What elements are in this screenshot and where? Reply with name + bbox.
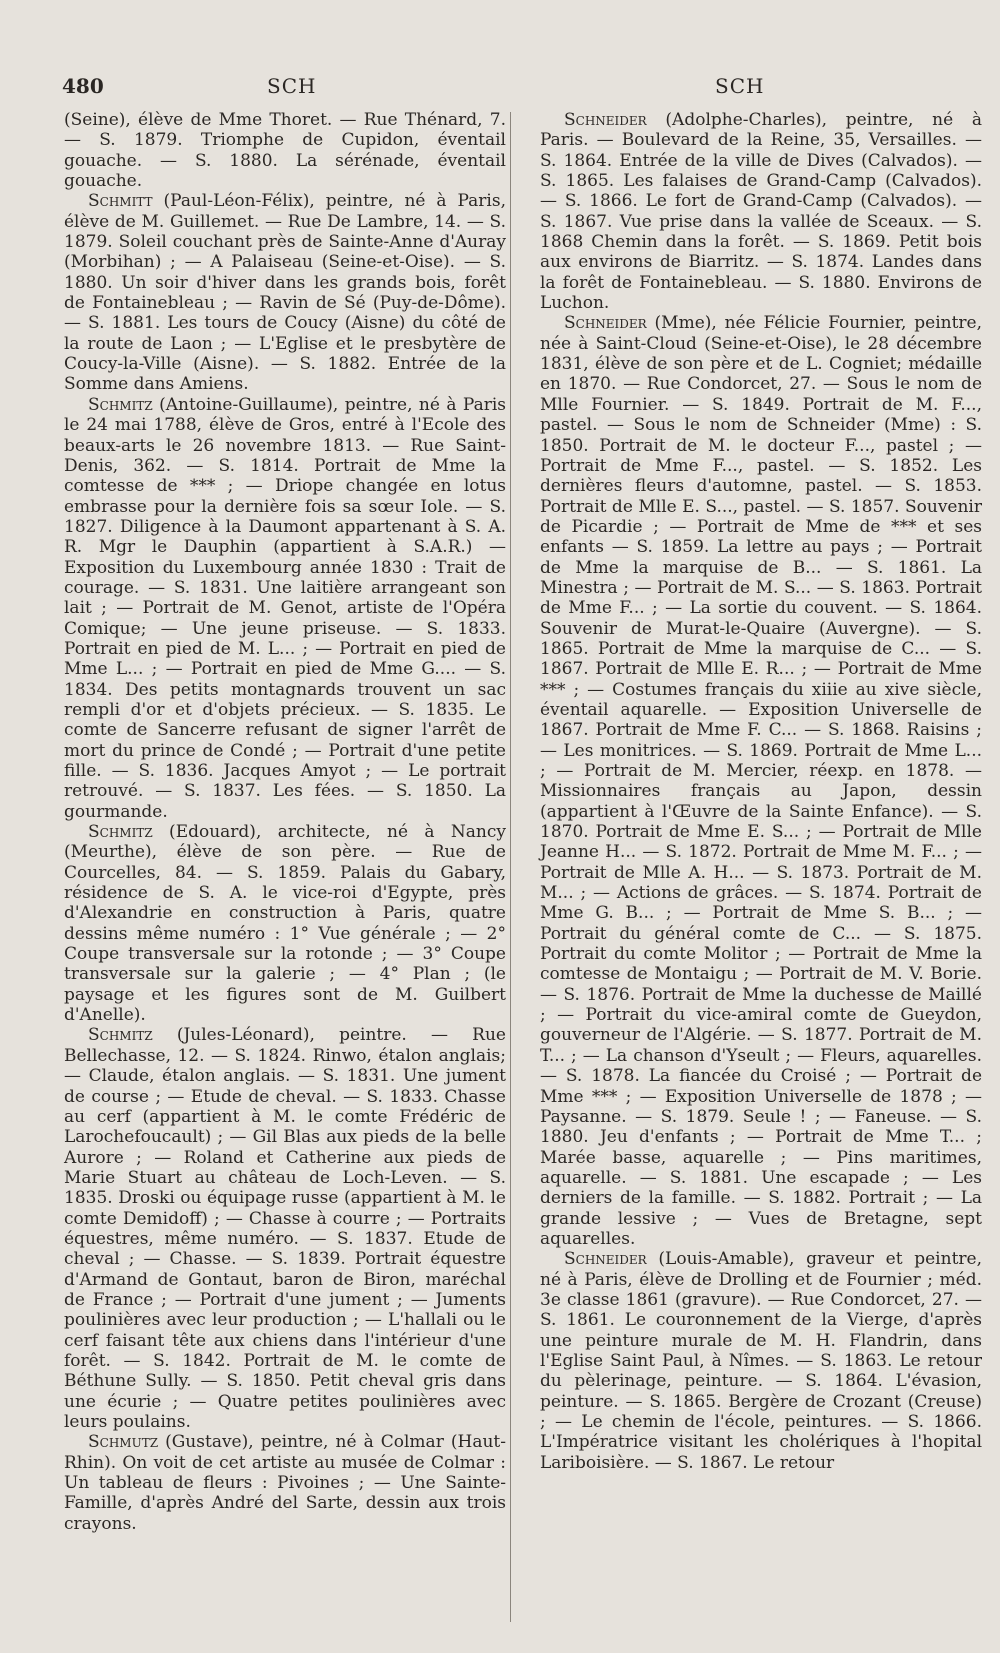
entry — [540, 313, 982, 1249]
entry-text: (Jules-Léonard), peintre. — Rue Bellechasse, 12. — S. 1824. Rinwo, étalon anglais; — Claude, étalon anglais. — S. 1831. Une jument de course ; — Etude de cheval. — S. 1833. Chasse au cerf (appartient à M. le comte Frédéric de Larochefoucault) ; — Gil Blas aux pieds de la belle Aurore ; — Roland et Catherine aux pieds de Marie Stuart au château de Loch-Leven. — S. 1835. Droski ou équipage russe (appartient à M. le comte Demidoff) ; — Chasse à courre ; — Portraits équestres, même numéro. — S. 1837. Etude de cheval ; — Chasse. — S. 1839. Portrait équestre d'Armand de Gontaut, baron de Biron, maréchal de France ; — Portrait d'une jument ; — Juments poulinières avec leur production ; — L'hallali ou le cerf faisant tête aux chiens dans l'intérieur d'une forêt. — S. 1842. Portrait de M. le comte de Béthune Sully. — S. 1850. Petit cheval gris dans une écurie ; — Quatre petites poulinières avec leurs poulains. — [64, 1025, 506, 1432]
entry — [64, 1432, 506, 1534]
entry — [540, 110, 982, 313]
page-number: 480 — [62, 74, 104, 98]
entry — [64, 395, 506, 822]
entry — [64, 191, 506, 394]
entry-name: Schmitz — [88, 822, 153, 843]
entry-text: (Louis-Amable), graveur et peintre, né à Paris, élève de Drolling et de Fournier ; méd. 3e classe 1861 (gravure). — Rue Condorcet, 27. — S. 1861. Le couronnement de la Vierge, d'après une peinture murale de M. H. Flandrin, dans l'Eglise Saint Paul, à Nîmes. — S. 1863. Le retour du pèlerinage, peinture. — S. 1864. L'évasion, peinture. — S. 1865. Bergère de Crozant (Creuse) ; — Le chemin de l'école, peintures. — S. 1866. L'Impératrice visitant les cholériques à l'hopital Lariboisière. — S. 1867. Le retour — [540, 1249, 982, 1473]
entry-text: (Paul-Léon-Félix), peintre, né à Paris, élève de M. Guillemet. — Rue De Lambre, 14. — S. 1879. Soleil couchant près de Sainte-Anne d'Auray (Morbihan) ; — A Palaiseau (Seine-et-Oise). — S. 1880. Un soir d'hiver dans les grands bois, forêt de Fontainebleau ; — Ravin de Sé (Puy-de-Dôme). — S. 1881. Les tours de Coucy (Aisne) du côté de la route de Laon ; — L'Eglise et le presbytère de Coucy-la-Ville (Aisne). — S. 1882. Entrée de la Somme dans Amiens. — [64, 191, 506, 395]
entry-text: (Mme), née Félicie Fournier, peintre, née à Saint-Cloud (Seine-et-Oise), le 28 décembre 1831, élève de son père et de L. Cogniet; médaille en 1870. — Rue Condorcet, 27. — Sous le nom de Mlle Fournier. — S. 1849. Portrait de M. F..., pastel. — Sous le nom de Schneider (Mme) : S. 1850. Portrait de M. le docteur F..., pastel ; — Portrait de Mme F..., pastel. — S. 1852. Les dernières fleurs d'automne, pastel. — S. 1853. Portrait de Mlle E. S..., pastel. — S. 1857. Souvenir de Picardie ; — Portrait de Mme de *** et ses enfants — S. 1859. La lettre au pays ; — Portrait de Mme la marquise de B... — S. 1861. La Minestra ; — Portrait de M. S... — S. 1863. Portrait de Mme F... ; — La sortie du couvent. — S. 1864. Souvenir de Murat-le-Quaire (Auvergne). — S. 1865. Portrait de Mme la marquise de C... — S. 1867. Portrait de Mlle E. R... ; — Portrait de Mme *** ; — Costumes français du xiiie au xive siècle, éventail aquarelle. — Exposition Universelle de 1867. Portrait de Mme F. C... — S. 1868. Raisins ; — Les monitrices. — S. 1869. Portrait de Mme L... ; — Portrait de M. Mercier, réexp. en 1878. — Missionnaires français au Japon, dessin (appartient à l'Œuvre de la Sainte Enfance). — S. 1870. Portrait de Mme E. S... ; — Portrait de Mlle Jeanne H... — S. 1872. Portrait de Mme M. F... ; — Portrait de Mlle A. H... — S. 1873. Portrait de M. M... ; — Actions de grâces. — S. 1874. Portrait de Mme G. B... ; — Portrait de Mme S. B... ; — Portrait du général comte de C... — S. 1875. Portrait du comte Molitor ; — Portrait de Mme la comtesse de Montaigu ; — Portrait de M. V. Borie. — S. 1876. Portrait de Mme la duchesse de Maillé ; — Portrait du vice-amiral comte de Gueydon, gouverneur de l'Algérie. — S. 1877. Portrait de M. T... ; — La chanson d'Yseult ; — Fleurs, aquarelles. — S. 1878. La fiancée du Croisé ; — Portrait de Mme *** ; — Exposition Universelle de 1878 ; — Paysanne. — S. 1879. Seule ! ; — Faneuse. — S. 1880. Jeu d'enfants ; — Portrait de Mme T... ; Marée basse, aquarelle ; — Pins maritimes, aquarelle. — S. 1881. Une escapade ; — Les derniers de la famille. — S. 1882. Portrait ; — La grande lessive ; — Vues de Bretagne, sept aquarelles. — [540, 313, 982, 1249]
entry-name: Schmitz — [88, 394, 153, 415]
entry — [540, 1249, 982, 1473]
entry-text: (Adolphe-Charles), peintre, né à Paris. — Boulevard de la Reine, 35, Versailles. — S. 1864. Entrée de la ville de Dives (Calvados). — S. 1865. Les falaises de Grand-Camp (Calvados). — S. 1866. Le fort de Grand-Camp (Calvados). — S. 1867. Vue prise dans la vallée de Sceaux. — S. 1868 Chemin dans la forêt. — S. 1869. Petit bois aux environs de Biarritz. — S. 1874. Landes dans la forêt de Fontainebleau. — S. 1880. Environs de Luchon. — [540, 110, 982, 314]
entry — [64, 1025, 506, 1432]
entry-name: Schmitz — [88, 1025, 153, 1046]
entry-text: (Edouard), architecte, né à Nancy (Meurthe), élève de son père. — Rue de Courcelles, 84. — S. 1859. Palais du Gabary, résidence de S. A. le vice-roi d'Egypte, près d'Alexandrie en construction à Paris, quatre dessins même numéro : 1° Vue générale ; — 2° Coupe transversale sur la rotonde ; — 3° Coupe transversale sur la galerie ; — 4° Plan ; (le paysage et les figures sont de M. Guilbert d'Anelle). — [64, 822, 506, 1026]
entry-name: Schneider — [564, 313, 647, 334]
entry-name: Schneider — [564, 1249, 647, 1270]
entry-text: (Antoine-Guillaume), peintre, né à Paris le 24 mai 1788, élève de Gros, entré à l'Ecole des beaux-arts le 26 novembre 1813. — Rue Saint-Denis, 362. — S. 1814. Portrait de Mme la comtesse de *** ; — Driope changée en lotus embrasse pour la dernière fois sa sœur Iole. — S. 1827. Diligence à la Daumont appartenant à S. A. R. Mgr le Dauphin (appartient à S.A.R.) — Exposition du Luxembourg année 1830 : Trait de courage. — S. 1831. Une laitière arrangeant son lait ; — Portrait de M. Genot, artiste de l'Opéra Comique; — Une jeune priseuse. — S. 1833. Portrait en pied de M. L... ; — Portrait en pied de Mme L... ; — Portrait en pied de Mme G.... — S. 1834. Des petits montagnards trouvent un sac rempli d'or et d'objets précieux. — S. 1835. Le comte de Sancerre refusant de signer l'arrêt de mort du prince de Condé ; — Portrait d'une petite fille. — S. 1836. Jacques Amyot ; — Le portrait retrouvé. — S. 1837. Les fées. — S. 1850. La gourmande. — [64, 394, 506, 822]
entry-name: Schneider — [564, 110, 647, 130]
column-divider — [510, 112, 511, 1622]
page-header — [0, 66, 1000, 106]
entry-text: (Gustave), peintre, né à Colmar (Haut-Rhin). On voit de cet artiste au musée de Colmar : Un tableau de fleurs : Pivoines ; — Une Sainte-Famille, d'après André del Sarte, dessin aux trois crayons. — [64, 1432, 506, 1534]
right-column — [540, 110, 982, 1473]
running-head-left: SCH — [267, 74, 317, 98]
entry-continuation — [64, 110, 506, 191]
entry-text: (Seine), élève de Mme Thoret. — Rue Thénard, 7. — S. 1879. Triomphe de Cupidon, éventail gouache. — S. 1880. La sérénade, éventail gouache. — [64, 110, 506, 192]
entry — [64, 822, 506, 1025]
running-head-right: SCH — [715, 74, 765, 98]
entry-name: Schmutz — [88, 1432, 159, 1453]
left-column — [64, 110, 506, 1534]
entry-name: Schmitt — [88, 191, 153, 212]
